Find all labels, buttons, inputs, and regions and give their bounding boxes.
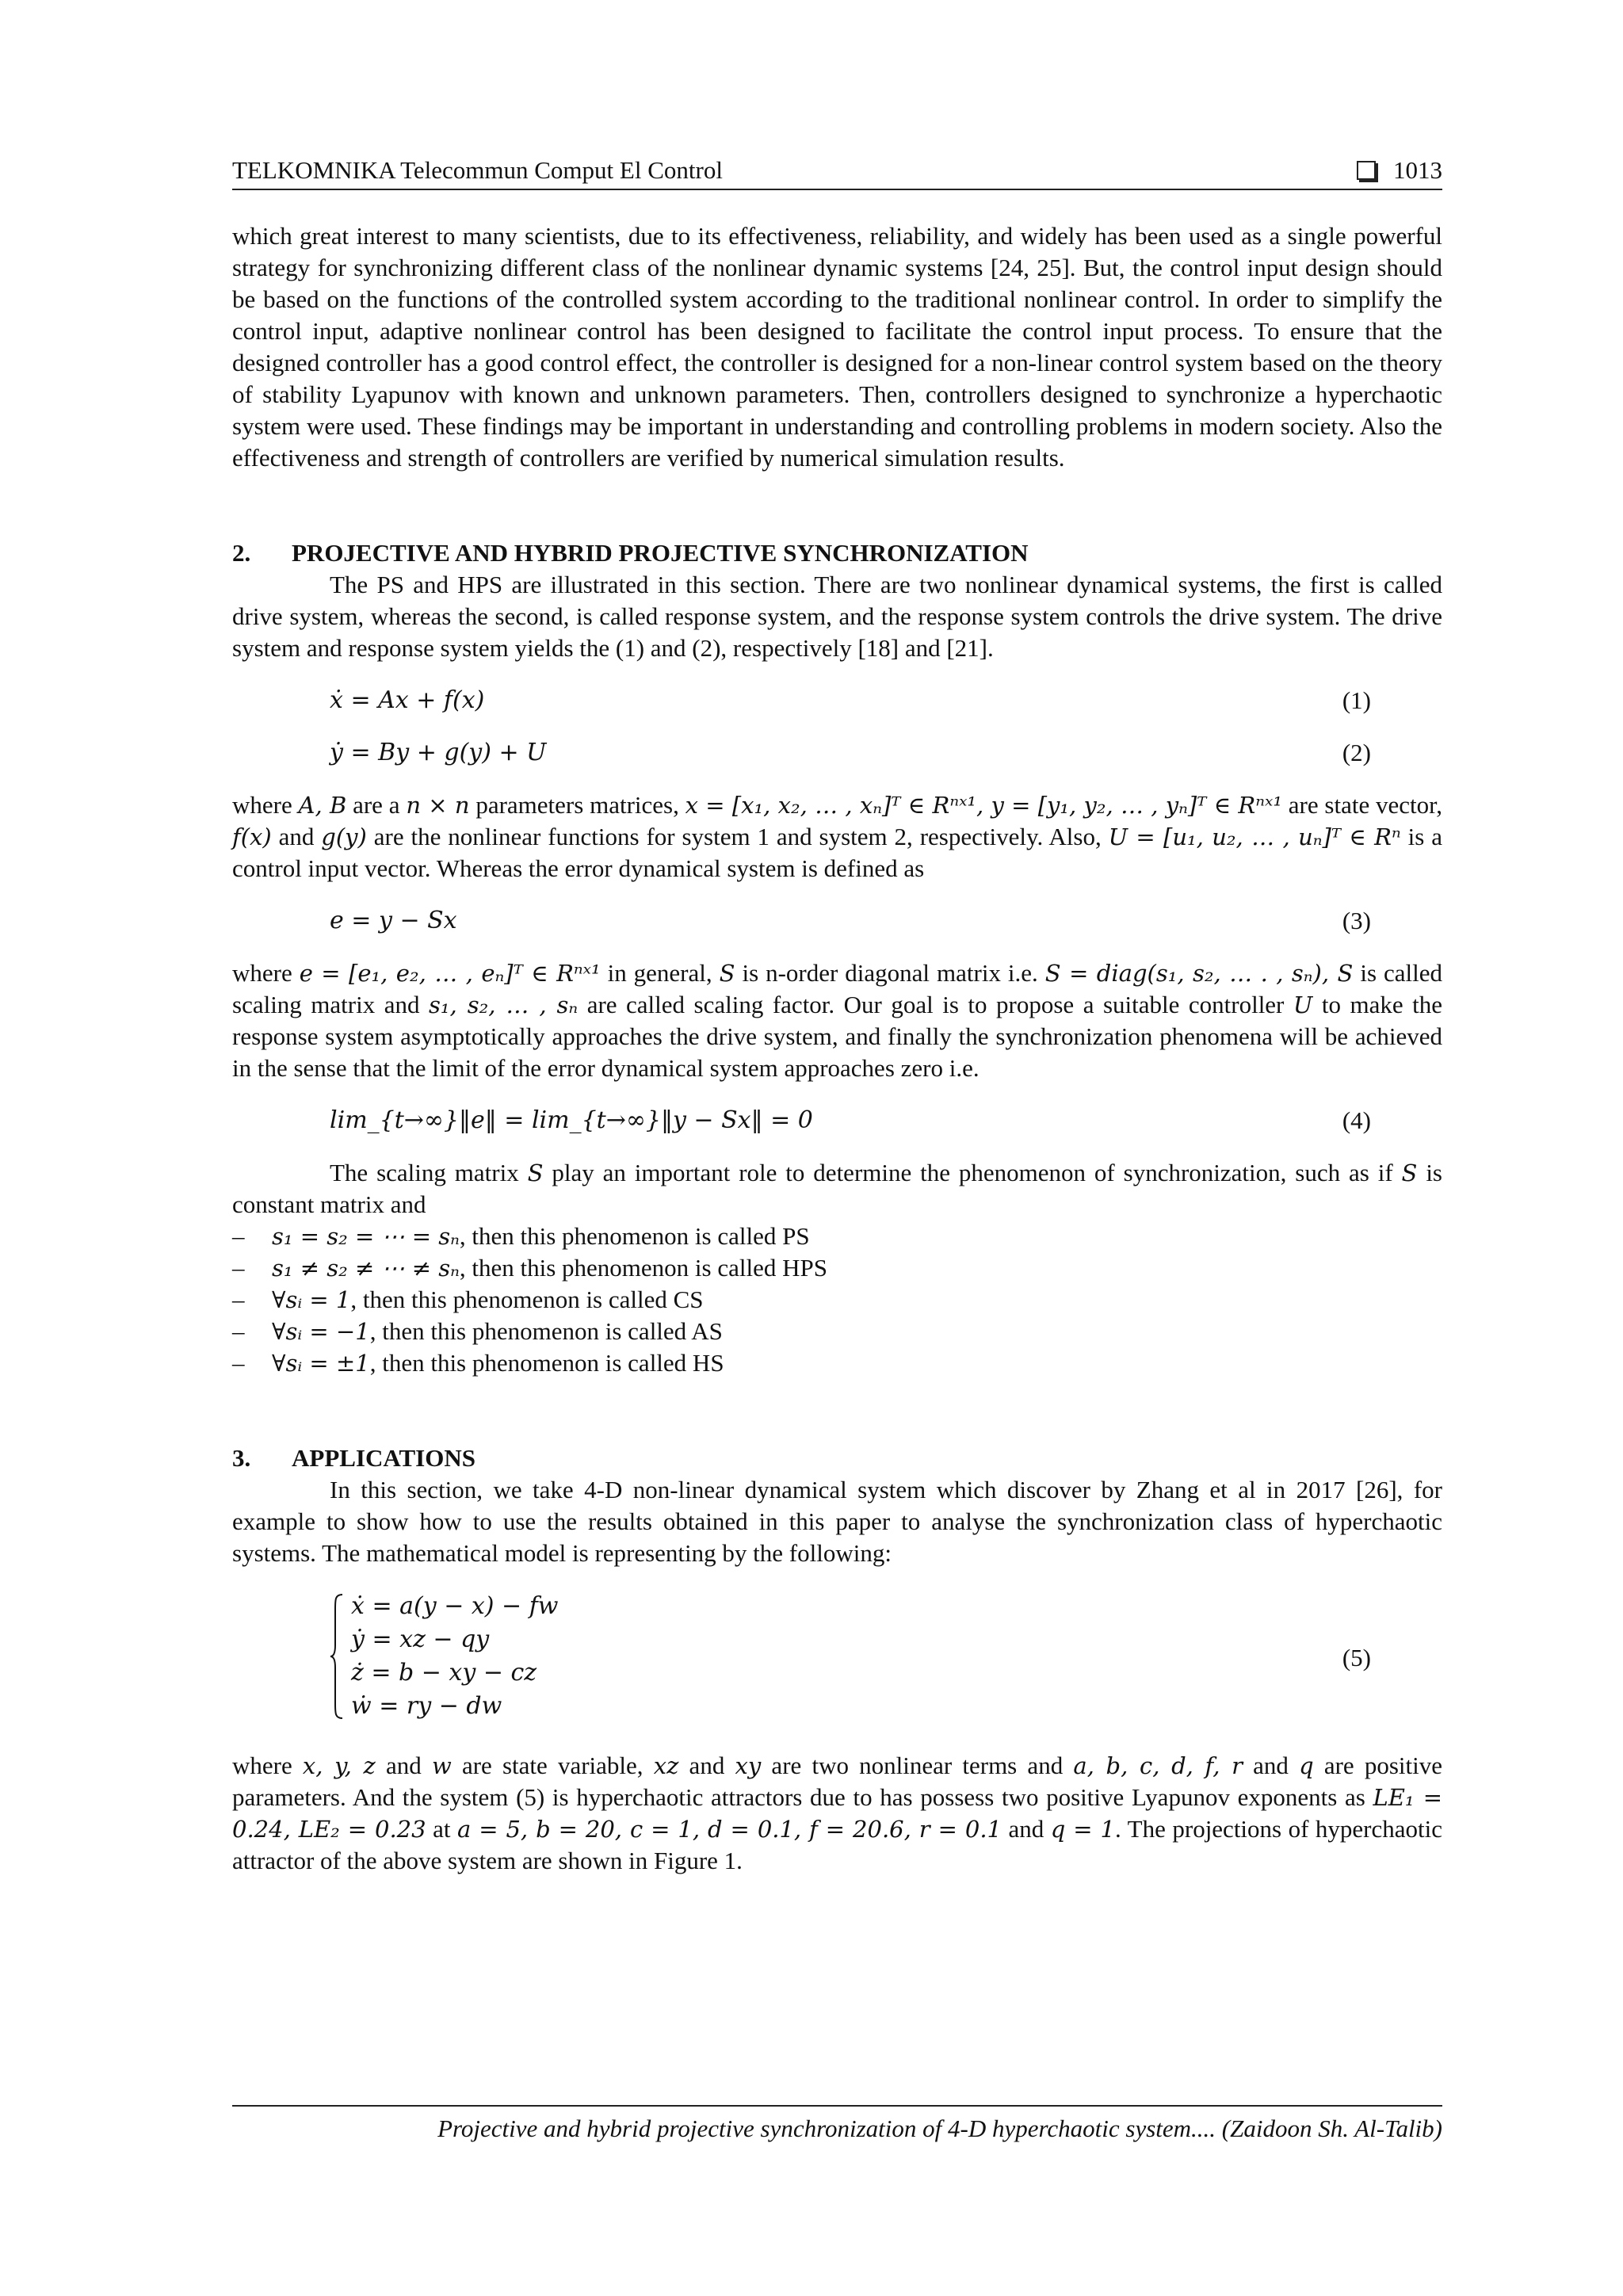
section-3-title: APPLICATIONS xyxy=(292,1444,475,1472)
equation-system-5 xyxy=(232,1590,1442,1726)
text-run: at xyxy=(426,1815,457,1843)
inline-math: w xyxy=(431,1752,452,1779)
equation-4 xyxy=(232,1105,1442,1137)
text-run: where xyxy=(232,791,299,819)
inline-math: a, b, c, d, f, r xyxy=(1073,1752,1243,1779)
equation-5-number: (5) xyxy=(1342,1644,1371,1671)
inline-math: e = [e₁, e₂, … , eₙ]ᵀ ∈ Rⁿˣ¹ xyxy=(299,960,601,987)
inline-math: U xyxy=(1293,991,1313,1018)
inline-math: q xyxy=(1299,1752,1314,1779)
section-2-paragraph-1: The PS and HPS are illustrated in this section. There are two nonlinear dynamical systems, the first is called drive system, whereas the second, is called response system, and the response system controls the drive system. The drive system and response system yields the (1) and (2), respectively [18] and [21]. xyxy=(232,571,1442,662)
text-run: and xyxy=(375,1752,432,1779)
inline-math: n × n xyxy=(406,792,470,819)
inline-math: xy xyxy=(735,1752,762,1779)
equation-2-number: (2) xyxy=(1342,739,1371,766)
text-run: are state vector, xyxy=(1281,791,1442,819)
text-run: are positive parameters. And the system (5) is hyperchaotic attractors due to has possess two positive Lyapunov exponents as xyxy=(232,1752,1443,1811)
inline-math: x, y, z xyxy=(302,1752,376,1779)
section-2-heading xyxy=(232,537,1442,569)
section-2-title: PROJECTIVE AND HYBRID PROJECTIVE SYNCHRONIZATION xyxy=(292,539,1029,567)
inline-math: A, B xyxy=(298,792,347,819)
system-line: ẋ = a(y − x) − fw xyxy=(351,1592,559,1620)
equation-3-number: (3) xyxy=(1342,907,1371,934)
text-run: , then this phenomenon is called PS xyxy=(459,1222,810,1250)
inline-math: U = [u₁, u₂, … , uₙ]ᵀ ∈ Rⁿ xyxy=(1108,823,1401,850)
system-line: ẇ = ry − dw xyxy=(351,1692,502,1720)
equation-3-math: e = y − Sx xyxy=(330,907,457,934)
text-run: to make the response system asymptotically approaches the drive system, and finally the synchronization phenomena will be achieved in the sense that the limit of the error dynamical system approaches zero i.e. xyxy=(232,991,1442,1082)
equation-4-math: lim_{t→∞}‖e‖ = lim_{t→∞}‖y − Sx‖ = 0 xyxy=(330,1106,813,1134)
equation-1 xyxy=(232,685,1442,716)
inline-math: LE₁ = 0.24, LE₂ = 0.23 xyxy=(232,1784,1442,1843)
section-3-number: 3. xyxy=(232,1444,251,1472)
text-run: , then this phenomenon is called HPS xyxy=(459,1254,827,1282)
text-run: , then this phenomenon is called CS xyxy=(350,1286,704,1313)
inline-math: ∀sᵢ = −1 xyxy=(272,1318,370,1345)
inline-math: f(x) xyxy=(232,823,272,850)
section-2-paragraph-3 xyxy=(232,957,1442,1084)
body-content xyxy=(232,220,1442,1877)
text-run: is a control input vector. Whereas the error dynamical system is defined as xyxy=(232,823,1443,882)
text-run: parameters matrices, xyxy=(469,791,685,819)
text-run: is n-order diagonal matrix i.e. xyxy=(735,959,1045,987)
text-run: are state variable, xyxy=(451,1752,654,1779)
text-run: are a xyxy=(346,791,407,819)
system-lines xyxy=(351,1590,559,1723)
system-line: ẏ = xz − qy xyxy=(351,1626,490,1653)
equation-1-number: (1) xyxy=(1342,686,1371,714)
inline-math: a = 5, b = 20, c = 1, d = 0.1, f = 20.6, r = 0.1 xyxy=(456,1816,1002,1843)
journal-name: TELKOMNIKA Telecommun Comput El Control xyxy=(232,156,723,184)
text-run: and xyxy=(678,1752,735,1779)
inline-math: S = diag(s₁, s₂, … . , sₙ), S xyxy=(1044,960,1354,987)
text-run: are two nonlinear terms and xyxy=(761,1752,1074,1779)
intro-paragraph: which great interest to many scientists, due to its effectiveness, reliability, and widely has been used as a single powerful strategy for synchronizing different class of the nonlinear dynamic systems [24, 25]. But, the control input design should be based on the functions of the controlled system according to the traditional nonlinear control. In order to simplify the control input, adaptive nonlinear control has been designed to facilitate the control input process. To ensure that the designed controller has a good control effect, the controller is designed for a non-linear control system based on the theory of stability Lyapunov with known and unknown parameters. Then, controllers designed to synchronize a hyperchaotic system were used. These findings may be important in understanding and controlling problems in modern society. Also the effectiveness and strength of controllers are verified by numerical simulation results. xyxy=(232,222,1442,472)
running-header xyxy=(232,152,1442,190)
inline-math: xz xyxy=(653,1752,679,1779)
list-item xyxy=(232,1284,1442,1316)
text-run: where xyxy=(232,1752,303,1779)
text-run: and xyxy=(1002,1815,1051,1843)
equation-3 xyxy=(232,905,1442,937)
list-item xyxy=(232,1221,1442,1252)
text-run: are called scaling factor. Our goal is to propose a suitable controller xyxy=(578,991,1293,1018)
text-run: and xyxy=(1242,1752,1300,1779)
text-run: , then this phenomenon is called AS xyxy=(369,1317,723,1345)
text-run: The scaling matrix xyxy=(330,1159,528,1186)
page-number: 1013 xyxy=(1393,156,1442,184)
text-run: . The projections of hyperchaotic attractor of the above system are shown in Figure 1. xyxy=(232,1815,1443,1874)
inline-math: s₁ = s₂ = ⋯ = sₙ xyxy=(272,1223,460,1250)
inline-math: s₁ ≠ s₂ ≠ ⋯ ≠ sₙ xyxy=(272,1255,460,1282)
text-run: in general, xyxy=(600,959,720,987)
text-run: , then this phenomenon is called HS xyxy=(369,1349,724,1377)
section-2-paragraph-4 xyxy=(232,1157,1442,1221)
section-2-paragraph-2 xyxy=(232,789,1442,884)
inline-math: q = 1 xyxy=(1050,1816,1115,1843)
text-run: is called scaling matrix and xyxy=(232,959,1442,1018)
square-bullet-icon xyxy=(1357,161,1376,180)
page-number-box xyxy=(1357,152,1442,189)
text-run: and xyxy=(271,823,322,850)
inline-math: g(y) xyxy=(321,823,367,850)
inline-math: s₁, s₂, … , sₙ xyxy=(429,991,579,1018)
text-run: are the nonlinear functions for system 1 and system 2, respectively. Also, xyxy=(366,823,1109,850)
list-item xyxy=(232,1347,1442,1379)
inline-math: ∀sᵢ = 1 xyxy=(272,1286,351,1313)
list-item xyxy=(232,1316,1442,1347)
text-run: where xyxy=(232,959,300,987)
section-2-number: 2. xyxy=(232,539,251,567)
list-item xyxy=(232,1252,1442,1284)
inline-math: ∀sᵢ = ±1 xyxy=(272,1350,370,1377)
text-run: play an important role to determine the phenomenon of synchronization, such as if xyxy=(543,1159,1402,1186)
equation-4-number: (4) xyxy=(1342,1106,1371,1134)
equation-2-math: ẏ = By + g(y) + U xyxy=(330,739,547,766)
text-run: is constant matrix and xyxy=(232,1159,1442,1218)
synchronization-types-list xyxy=(232,1221,1442,1379)
section-3-heading xyxy=(232,1442,1442,1474)
equation-1-math: ẋ = Ax + f(x) xyxy=(330,686,485,714)
inline-math: S xyxy=(719,960,735,987)
running-footer: Projective and hybrid projective synchronization of 4-D hyperchaotic system.... (Zaidoon Sh. Al-Talib) xyxy=(232,2105,1442,2146)
inline-math: x = [x₁, x₂, … , xₙ]ᵀ ∈ Rⁿˣ¹, y = [y₁, y₂, … , yₙ]ᵀ ∈ Rⁿˣ¹ xyxy=(685,792,1282,819)
inline-math: S xyxy=(1401,1159,1418,1186)
equation-2 xyxy=(232,737,1442,769)
left-brace-icon xyxy=(330,1593,344,1720)
section-3-paragraph-1: In this section, we take 4-D non-linear dynamical system which discover by Zhang et al in 2017 [26], for example to show how to use the results obtained in this paper to analyse the synchronization class of hyperchaotic systems. The mathematical model is representing by the following: xyxy=(232,1476,1442,1567)
section-3-paragraph-2 xyxy=(232,1750,1442,1877)
inline-math: S xyxy=(527,1159,544,1186)
system-line: ż = b − xy − cz xyxy=(351,1659,537,1687)
